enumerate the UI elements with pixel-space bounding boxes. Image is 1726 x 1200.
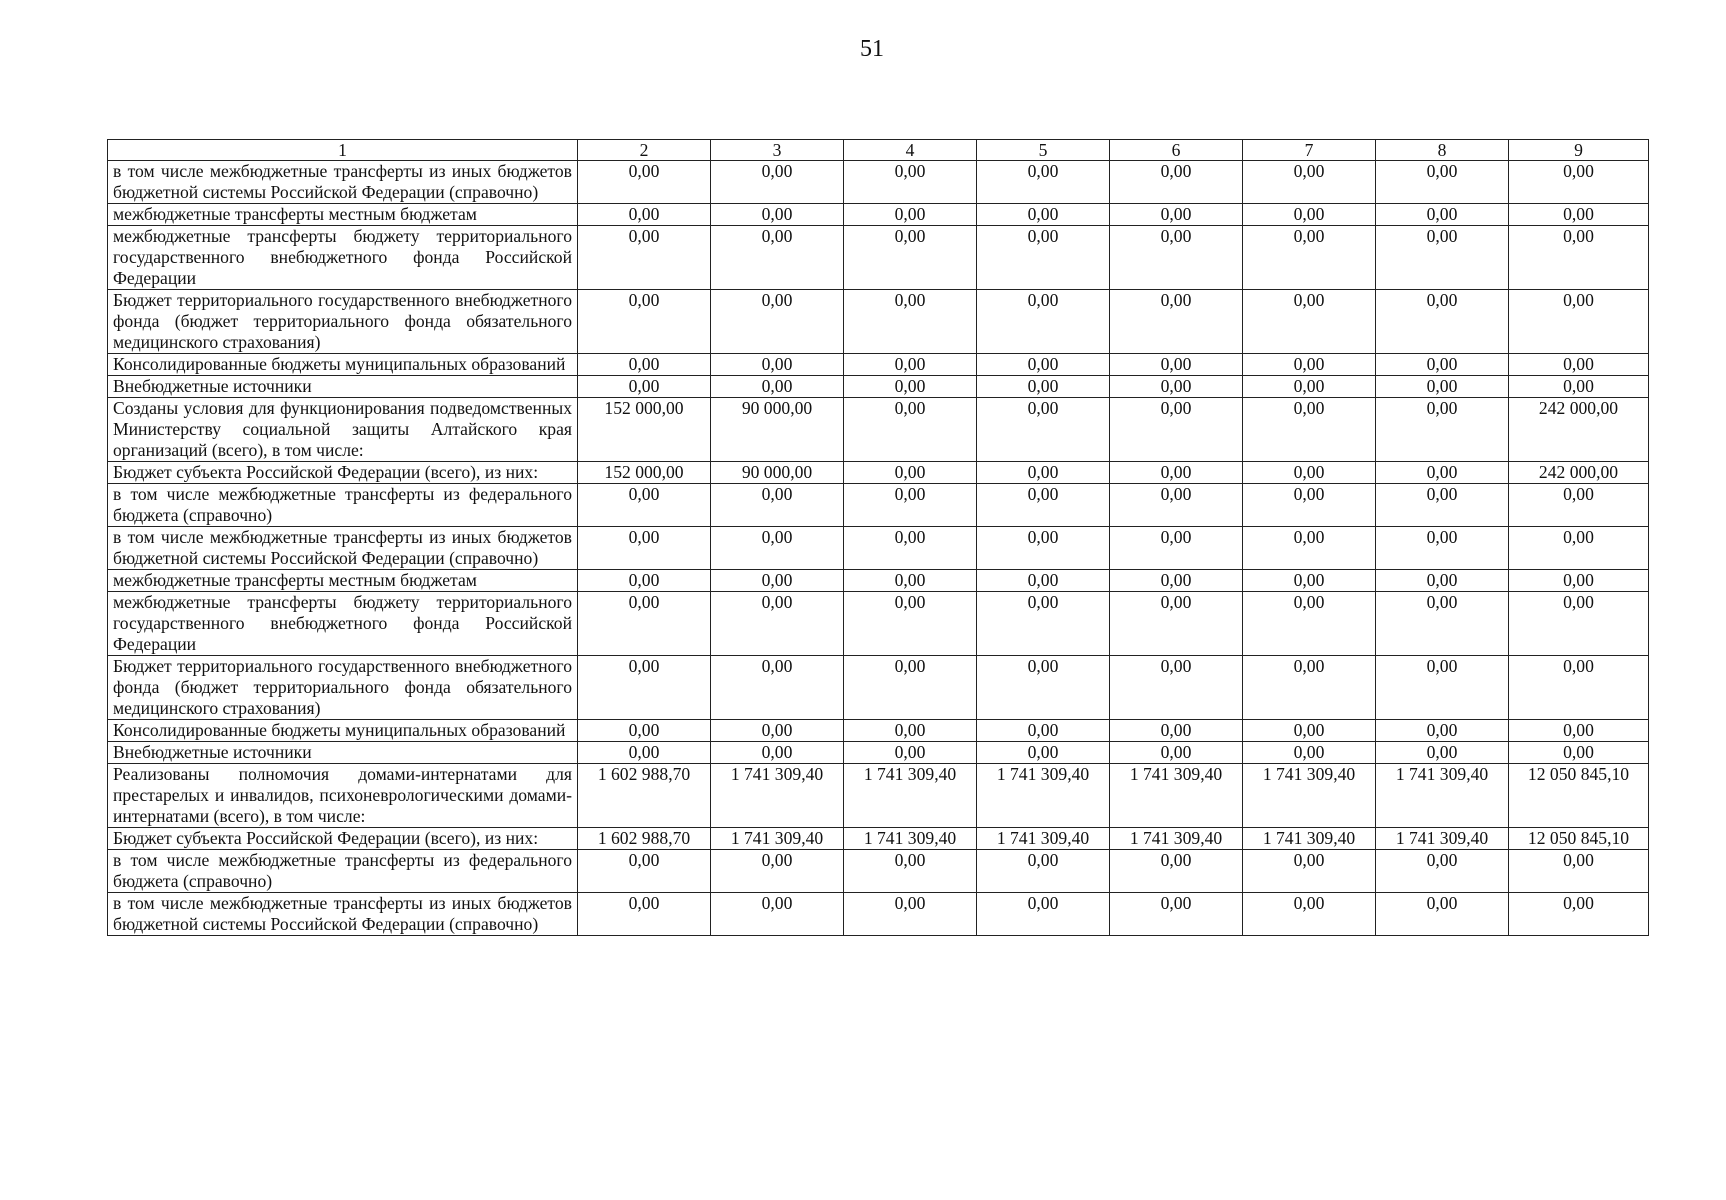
value-cell: 0,00 [1243,204,1376,226]
value-cell: 0,00 [578,161,711,204]
budget-table [107,139,1649,936]
value-cell: 0,00 [711,376,844,398]
value-cell: 0,00 [1243,290,1376,354]
value-cell: 0,00 [578,376,711,398]
value-cell: 0,00 [844,161,977,204]
value-cell: 0,00 [1110,893,1243,936]
value-cell: 0,00 [1243,850,1376,893]
value-cell: 0,00 [1110,527,1243,570]
value-cell: 1 741 309,40 [977,764,1110,828]
row-label: в том числе межбюджетные трансферты из иных бюджетов бюджетной системы Российской Федерации (справочно) [108,893,578,936]
value-cell: 0,00 [1243,527,1376,570]
value-cell: 0,00 [1376,354,1509,376]
value-cell: 0,00 [844,592,977,656]
value-cell: 0,00 [711,204,844,226]
value-cell: 0,00 [1376,376,1509,398]
value-cell: 242 000,00 [1509,398,1649,462]
value-cell: 0,00 [1243,893,1376,936]
value-cell: 0,00 [844,354,977,376]
value-cell: 0,00 [844,527,977,570]
value-cell: 1 741 309,40 [711,828,844,850]
value-cell: 0,00 [1509,290,1649,354]
row-label: межбюджетные трансферты бюджету территориального государственного внебюджетного фонда Российской Федерации [108,592,578,656]
value-cell: 0,00 [1376,484,1509,527]
column-number-header: 9 [1509,140,1649,161]
value-cell: 0,00 [1110,462,1243,484]
value-cell: 1 741 309,40 [844,828,977,850]
table-row [108,592,1649,656]
value-cell: 0,00 [1509,570,1649,592]
value-cell: 0,00 [711,893,844,936]
value-cell: 90 000,00 [711,462,844,484]
value-cell: 0,00 [711,592,844,656]
value-cell: 0,00 [1376,656,1509,720]
value-cell: 0,00 [1243,161,1376,204]
value-cell: 1 741 309,40 [977,828,1110,850]
value-cell: 1 741 309,40 [1110,828,1243,850]
row-label: Консолидированные бюджеты муниципальных образований [108,354,578,376]
column-number-header: 5 [977,140,1110,161]
value-cell: 0,00 [977,484,1110,527]
table-header-row [108,140,1649,161]
value-cell: 0,00 [977,656,1110,720]
value-cell: 0,00 [1243,656,1376,720]
value-cell: 0,00 [1243,398,1376,462]
value-cell: 0,00 [1243,742,1376,764]
table-row [108,290,1649,354]
value-cell: 0,00 [977,290,1110,354]
table-row [108,161,1649,204]
column-number-header: 3 [711,140,844,161]
value-cell: 0,00 [1509,354,1649,376]
table-row [108,354,1649,376]
value-cell: 0,00 [1110,398,1243,462]
value-cell: 0,00 [844,204,977,226]
column-number-header: 2 [578,140,711,161]
value-cell: 0,00 [844,893,977,936]
value-cell: 0,00 [1243,484,1376,527]
value-cell: 1 741 309,40 [1376,764,1509,828]
value-cell: 0,00 [1376,592,1509,656]
value-cell: 0,00 [977,354,1110,376]
value-cell: 0,00 [977,226,1110,290]
value-cell: 0,00 [1376,527,1509,570]
value-cell: 0,00 [844,850,977,893]
value-cell: 0,00 [711,527,844,570]
value-cell: 0,00 [711,850,844,893]
table-row [108,764,1649,828]
value-cell: 0,00 [578,592,711,656]
value-cell: 0,00 [844,484,977,527]
row-label: в том числе межбюджетные трансферты из федерального бюджета (справочно) [108,850,578,893]
value-cell: 0,00 [1110,161,1243,204]
value-cell: 0,00 [711,290,844,354]
value-cell: 242 000,00 [1509,462,1649,484]
value-cell: 0,00 [1110,354,1243,376]
value-cell: 0,00 [977,742,1110,764]
value-cell: 0,00 [711,354,844,376]
table-body [108,140,1649,936]
value-cell: 0,00 [711,720,844,742]
value-cell: 0,00 [844,226,977,290]
value-cell: 0,00 [844,570,977,592]
value-cell: 0,00 [1509,527,1649,570]
value-cell: 0,00 [711,161,844,204]
column-number-header: 4 [844,140,977,161]
value-cell: 0,00 [977,570,1110,592]
value-cell: 0,00 [1376,850,1509,893]
row-label: Бюджет территориального государственного внебюджетного фонда (бюджет территориального фонда обязательного медицинского страхования) [108,290,578,354]
value-cell: 0,00 [1110,226,1243,290]
value-cell: 0,00 [578,484,711,527]
table-row [108,850,1649,893]
table-row [108,828,1649,850]
value-cell: 0,00 [1376,570,1509,592]
value-cell: 0,00 [578,850,711,893]
value-cell: 152 000,00 [578,398,711,462]
row-label: в том числе межбюджетные трансферты из иных бюджетов бюджетной системы Российской Федерации (справочно) [108,161,578,204]
value-cell: 0,00 [844,462,977,484]
table-row [108,462,1649,484]
table-row [108,893,1649,936]
row-label: Реализованы полномочия домами-интернатами для престарелых и инвалидов, психоневрологическими домами-интернатами (всего), в том числе: [108,764,578,828]
value-cell: 0,00 [1110,720,1243,742]
value-cell: 0,00 [844,742,977,764]
value-cell: 0,00 [578,290,711,354]
table-row [108,527,1649,570]
value-cell: 0,00 [711,226,844,290]
value-cell: 0,00 [1509,850,1649,893]
value-cell: 0,00 [844,720,977,742]
value-cell: 0,00 [977,398,1110,462]
table-row [108,398,1649,462]
table-row [108,656,1649,720]
value-cell: 1 602 988,70 [578,764,711,828]
value-cell: 0,00 [844,290,977,354]
value-cell: 1 741 309,40 [711,764,844,828]
row-label: Бюджет территориального государственного внебюджетного фонда (бюджет территориального фонда обязательного медицинского страхования) [108,656,578,720]
value-cell: 0,00 [711,742,844,764]
value-cell: 0,00 [1243,570,1376,592]
value-cell: 12 050 845,10 [1509,764,1649,828]
value-cell: 0,00 [578,893,711,936]
value-cell: 0,00 [977,850,1110,893]
value-cell: 0,00 [578,720,711,742]
row-label: в том числе межбюджетные трансферты из федерального бюджета (справочно) [108,484,578,527]
value-cell: 0,00 [1509,161,1649,204]
table-row [108,720,1649,742]
value-cell: 0,00 [1376,720,1509,742]
value-cell: 1 602 988,70 [578,828,711,850]
value-cell: 0,00 [977,462,1110,484]
value-cell: 0,00 [1110,290,1243,354]
value-cell: 0,00 [1509,226,1649,290]
value-cell: 0,00 [1509,592,1649,656]
column-number-header: 6 [1110,140,1243,161]
value-cell: 0,00 [578,527,711,570]
value-cell: 0,00 [1243,376,1376,398]
value-cell: 0,00 [711,484,844,527]
value-cell: 1 741 309,40 [844,764,977,828]
value-cell: 0,00 [1243,592,1376,656]
value-cell: 0,00 [977,527,1110,570]
value-cell: 0,00 [1376,742,1509,764]
table-row [108,376,1649,398]
value-cell: 0,00 [1376,893,1509,936]
row-label: Созданы условия для функционирования подведомственных Министерству социальной защиты Алтайского края организаций (всего), в том числе: [108,398,578,462]
value-cell: 0,00 [1110,656,1243,720]
value-cell: 0,00 [578,226,711,290]
value-cell: 0,00 [1376,204,1509,226]
table-row [108,204,1649,226]
table-row [108,484,1649,527]
value-cell: 0,00 [1110,484,1243,527]
row-label: межбюджетные трансферты местным бюджетам [108,570,578,592]
value-cell: 0,00 [1243,226,1376,290]
value-cell: 0,00 [1243,462,1376,484]
value-cell: 0,00 [977,893,1110,936]
row-label: в том числе межбюджетные трансферты из иных бюджетов бюджетной системы Российской Федерации (справочно) [108,527,578,570]
value-cell: 0,00 [1509,656,1649,720]
value-cell: 0,00 [977,592,1110,656]
table-row [108,570,1649,592]
page-number: 51 [860,36,884,62]
value-cell: 1 741 309,40 [1243,828,1376,850]
value-cell: 0,00 [1509,376,1649,398]
table-row [108,742,1649,764]
value-cell: 0,00 [711,656,844,720]
value-cell: 0,00 [1376,290,1509,354]
value-cell: 1 741 309,40 [1243,764,1376,828]
value-cell: 0,00 [977,204,1110,226]
value-cell: 0,00 [1110,570,1243,592]
value-cell: 0,00 [1509,893,1649,936]
value-cell: 0,00 [578,354,711,376]
value-cell: 0,00 [1509,742,1649,764]
value-cell: 0,00 [1376,462,1509,484]
row-label: Внебюджетные источники [108,742,578,764]
value-cell: 0,00 [711,570,844,592]
value-cell: 0,00 [1509,484,1649,527]
value-cell: 0,00 [578,656,711,720]
value-cell: 0,00 [1509,720,1649,742]
value-cell: 1 741 309,40 [1110,764,1243,828]
row-label: Бюджет субъекта Российской Федерации (всего), из них: [108,462,578,484]
row-label: Бюджет субъекта Российской Федерации (всего), из них: [108,828,578,850]
value-cell: 0,00 [977,720,1110,742]
value-cell: 0,00 [844,376,977,398]
value-cell: 90 000,00 [711,398,844,462]
row-label: межбюджетные трансферты бюджету территориального государственного внебюджетного фонда Российской Федерации [108,226,578,290]
value-cell: 0,00 [1376,161,1509,204]
value-cell: 0,00 [1376,226,1509,290]
value-cell: 0,00 [1110,850,1243,893]
row-label: Консолидированные бюджеты муниципальных образований [108,720,578,742]
value-cell: 152 000,00 [578,462,711,484]
value-cell: 12 050 845,10 [1509,828,1649,850]
value-cell: 0,00 [1110,592,1243,656]
value-cell: 0,00 [977,161,1110,204]
value-cell: 0,00 [578,204,711,226]
table-row [108,226,1649,290]
value-cell: 0,00 [844,656,977,720]
value-cell: 0,00 [1243,720,1376,742]
row-label: межбюджетные трансферты местным бюджетам [108,204,578,226]
value-cell: 1 741 309,40 [1376,828,1509,850]
value-cell: 0,00 [1110,742,1243,764]
column-number-header: 7 [1243,140,1376,161]
value-cell: 0,00 [1376,398,1509,462]
column-number-header: 8 [1376,140,1509,161]
value-cell: 0,00 [578,570,711,592]
value-cell: 0,00 [844,398,977,462]
value-cell: 0,00 [1243,354,1376,376]
value-cell: 0,00 [1110,376,1243,398]
value-cell: 0,00 [977,376,1110,398]
value-cell: 0,00 [578,742,711,764]
column-number-header: 1 [108,140,578,161]
row-label: Внебюджетные источники [108,376,578,398]
value-cell: 0,00 [1509,204,1649,226]
value-cell: 0,00 [1110,204,1243,226]
